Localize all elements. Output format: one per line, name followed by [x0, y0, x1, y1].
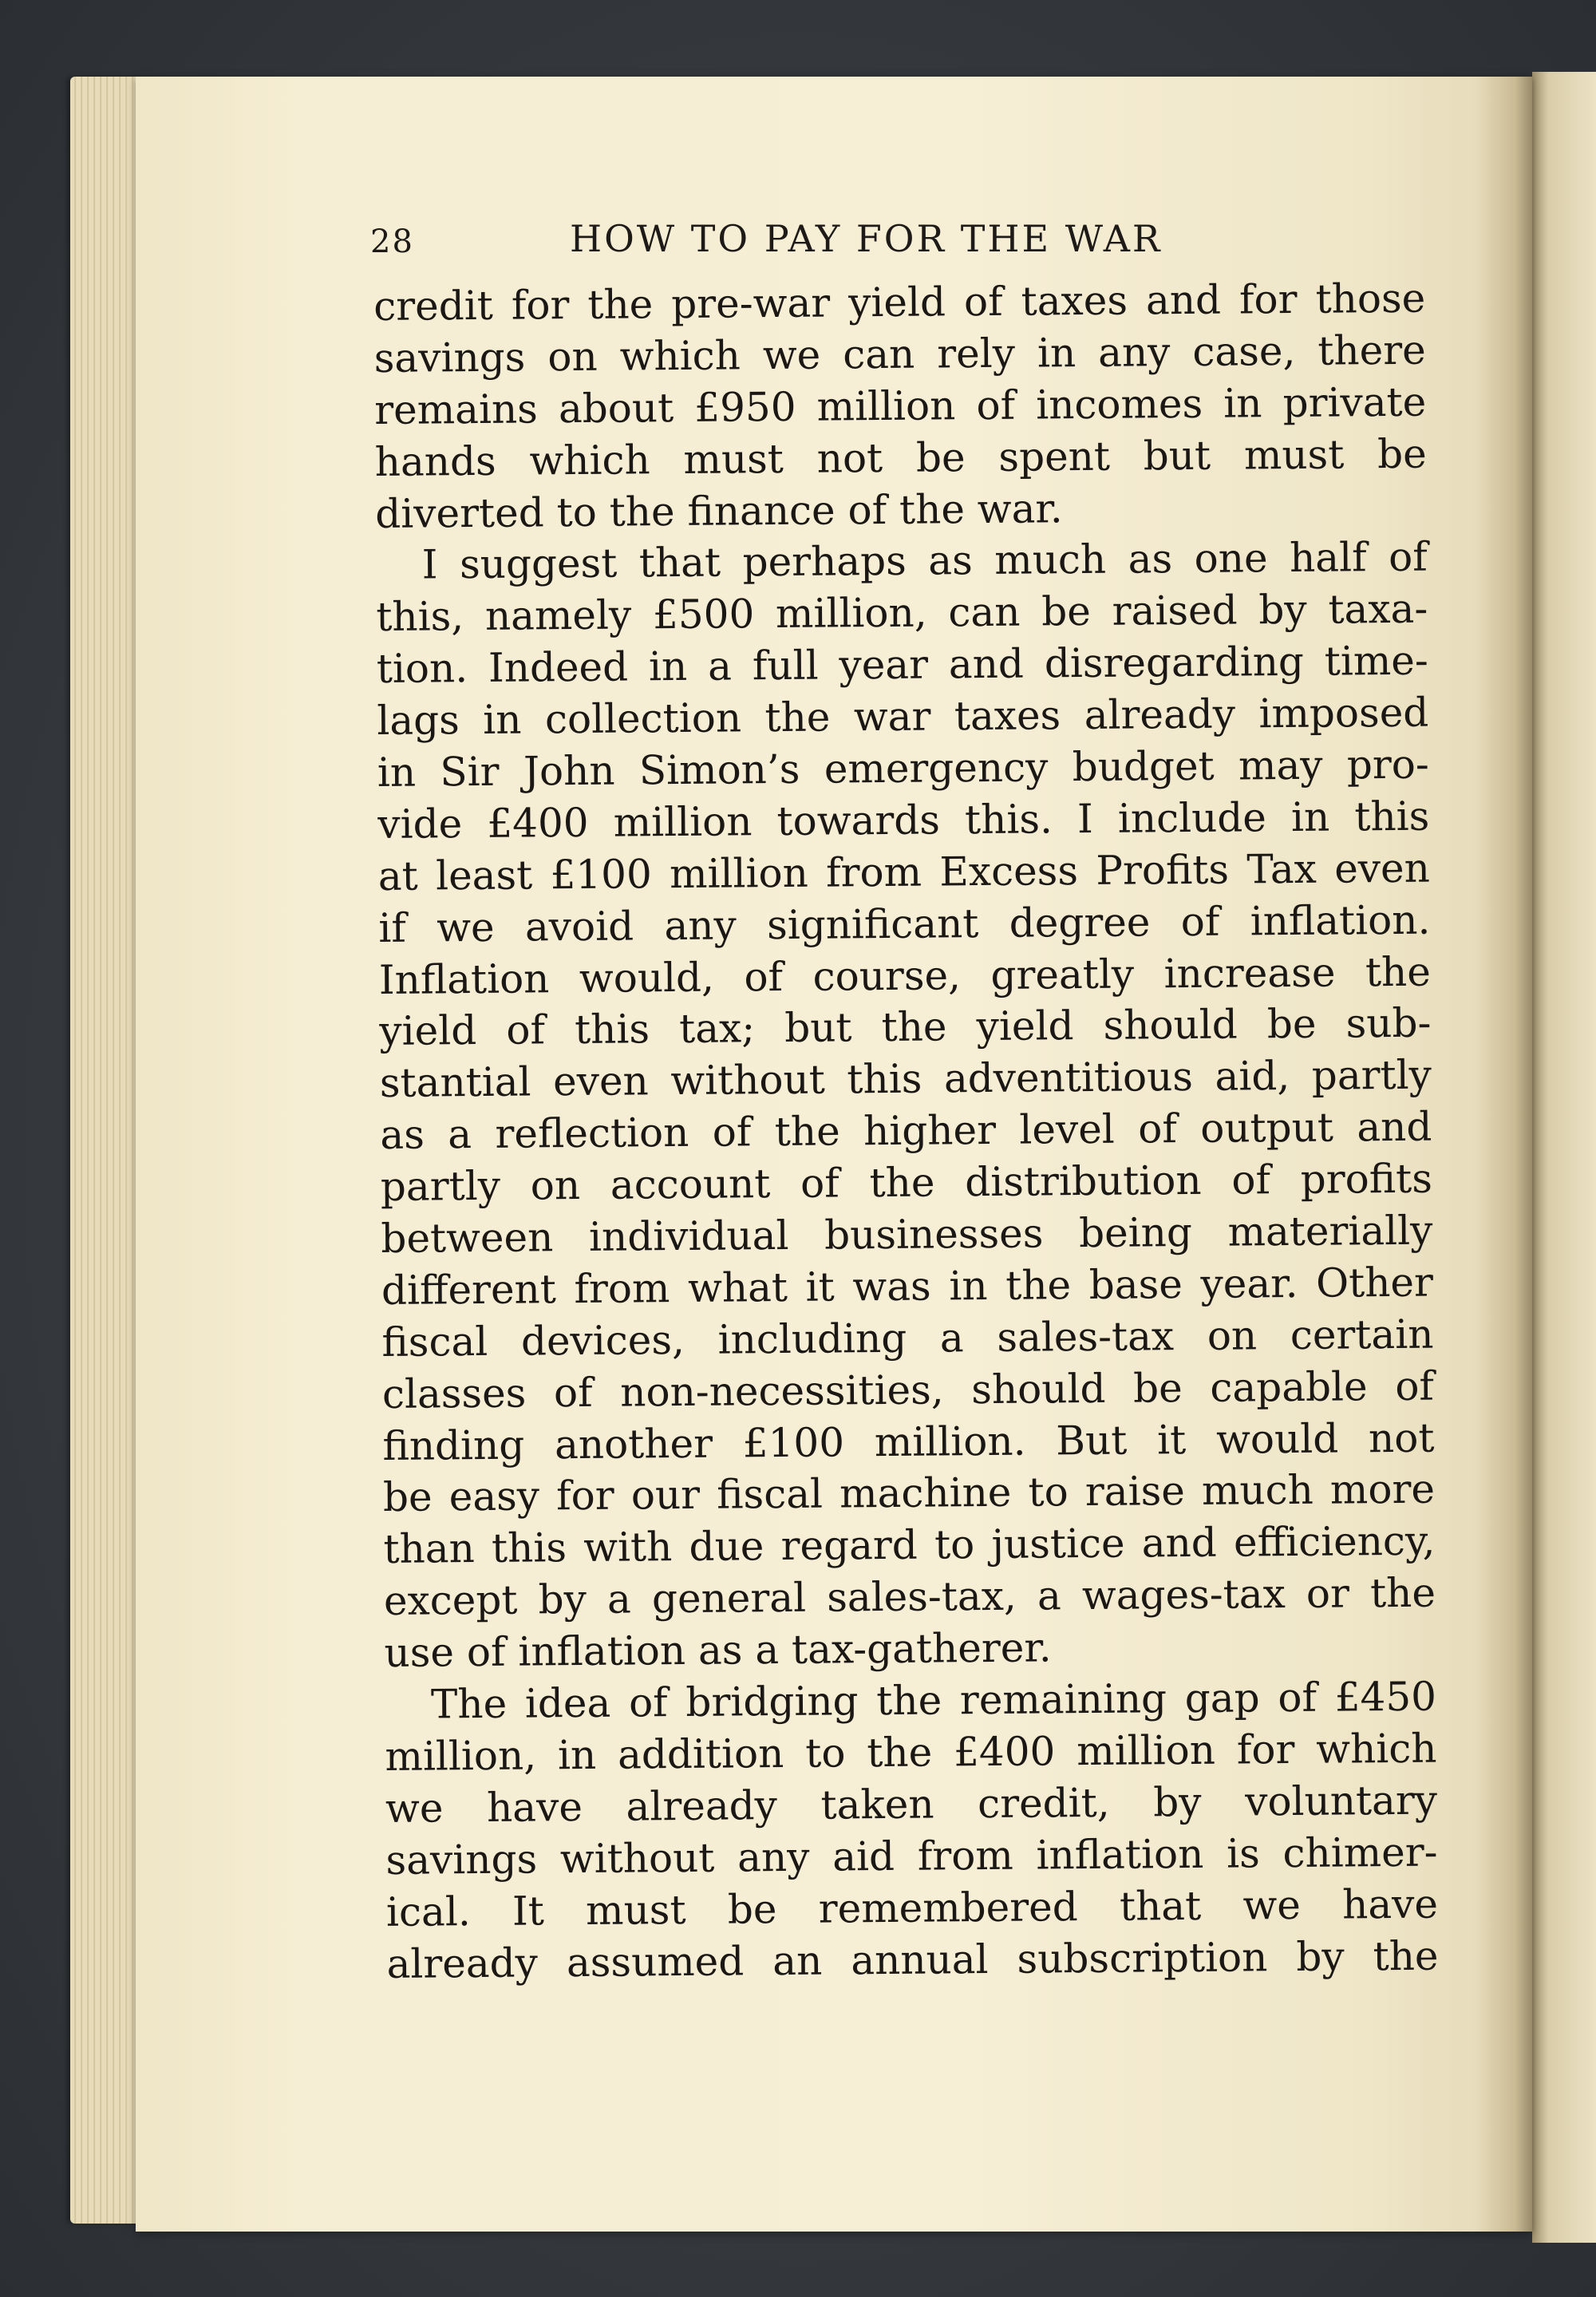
running-head: [370, 217, 1432, 273]
text-line: million, in addition to the £400 million for which: [385, 1725, 1437, 1780]
text-line: as a reflection of the higher level of output and: [380, 1103, 1432, 1159]
text-line: except by a general sales-tax, a wages-tax or the: [383, 1569, 1436, 1625]
page-number: 28: [370, 223, 414, 260]
text-line: vide £400 million towards this. I include in this: [377, 793, 1430, 848]
gutter-shadow: [1476, 77, 1532, 2232]
text-line: stantial even without this adventitious aid, partly: [379, 1051, 1432, 1107]
text-line: different from what it was in the base year. Other: [381, 1259, 1434, 1314]
text-line: between individual businesses being materially: [381, 1207, 1433, 1262]
text-line: be easy for our fiscal machine to raise much more: [382, 1466, 1436, 1521]
text-line: yield of this tax; but the yield should be sub-: [379, 1000, 1432, 1055]
text-line: The idea of bridging the remaining gap of £450: [430, 1673, 1437, 1728]
text-line: ical. It must be remembered that we have: [385, 1880, 1439, 1935]
text-line: partly on account of the distribution of profits: [380, 1155, 1433, 1211]
text-line: fiscal devices, including a sales-tax on certain: [381, 1311, 1434, 1366]
text-line: savings without any aid from inflation is chimer-: [385, 1829, 1438, 1884]
facing-page-edge: [1532, 72, 1596, 2243]
text-line: lags in collection the war taxes already imposed: [377, 689, 1429, 745]
text-line: finding another £100 million. But it would not: [382, 1414, 1435, 1469]
text-line: savings on which we can rely in any case, there: [373, 326, 1426, 382]
text-line: remains about £950 million of incomes in private: [374, 378, 1427, 433]
page-edges: [70, 77, 142, 2224]
text-line: credit for the pre-war yield of taxes and for those: [373, 275, 1426, 330]
body-text: [373, 273, 1439, 1991]
text-line: we have already taken credit, by voluntary: [385, 1777, 1438, 1832]
text-line: tion. Indeed in a full year and disregarding time-: [376, 637, 1429, 693]
text-line: if we avoid any significant degree of inflation.: [378, 896, 1431, 951]
text-line: I suggest that perhaps as much as one half of: [421, 534, 1428, 588]
text-line: diverted to the finance of the war.: [375, 484, 1063, 537]
text-line: in Sir John Simon’s emergency budget may pro-: [377, 741, 1430, 796]
text-line: classes of non-necessities, should be capable of: [381, 1362, 1435, 1417]
text-line: Inflation would, of course, greatly increase the: [378, 948, 1432, 1003]
text-line: hands which must not be spent but must be: [374, 430, 1427, 485]
text-line: this, namely £500 million, can be raised by taxa-: [376, 585, 1428, 641]
text-line: already assumed an annual subscription by the: [386, 1932, 1439, 1987]
running-head-title: HOW TO PAY FOR THE WAR: [570, 217, 1163, 260]
text-line: use of inflation as a tax-gatherer.: [384, 1624, 1052, 1677]
text-line: than this with due regard to justice and efficiency,: [383, 1517, 1436, 1573]
text-line: at least £100 million from Excess Profits Tax even: [377, 844, 1431, 899]
